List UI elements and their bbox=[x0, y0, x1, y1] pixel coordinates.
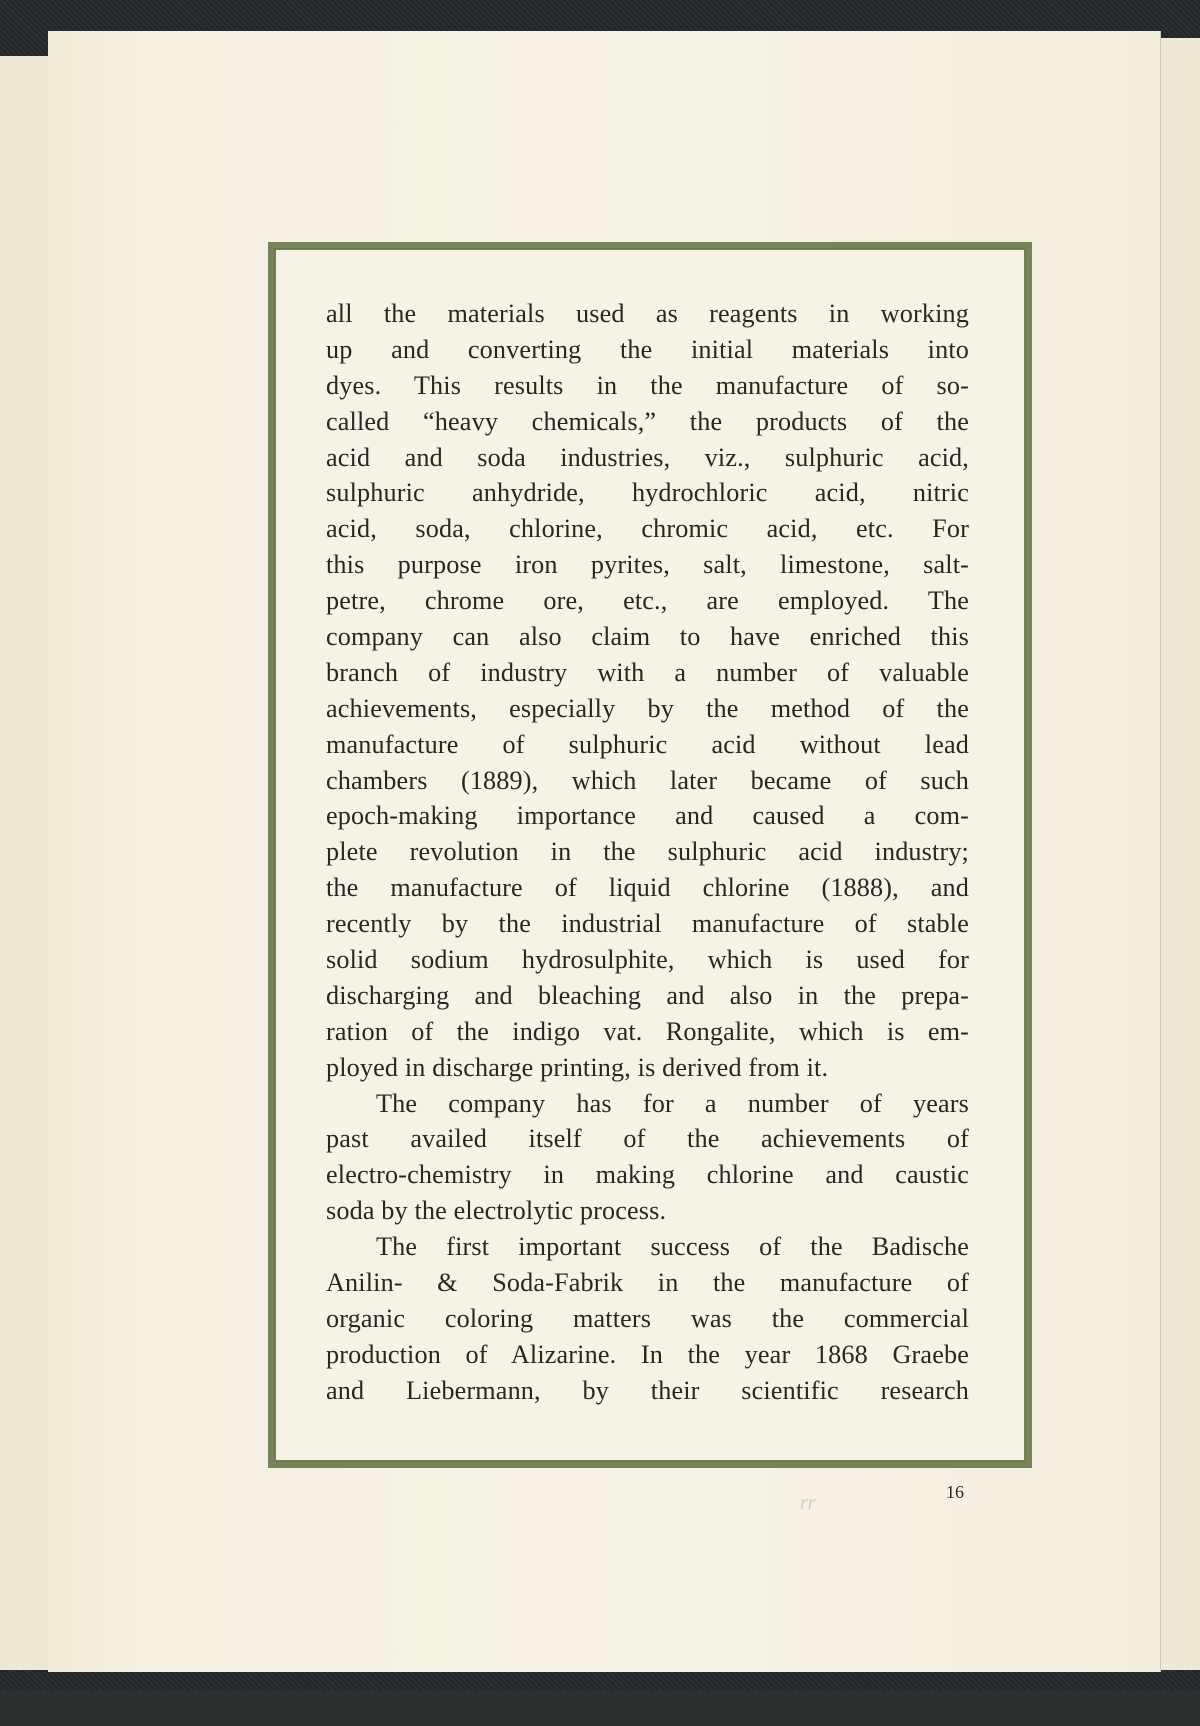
text-line: the manufacture of liquid chlorine (1888), and bbox=[326, 873, 969, 903]
text-line: discharging and bleaching and also in the prepa- bbox=[326, 980, 969, 1010]
text-line: sulphuric anhydride, hydrochloric acid, nitric bbox=[326, 478, 969, 508]
text-line: past availed itself of the achievements of bbox=[326, 1124, 969, 1154]
text-line: electro-chemistry in making chlorine and caustic bbox=[326, 1160, 969, 1190]
text-line: ration of the indigo vat. Rongalite, which is em- bbox=[326, 1016, 969, 1046]
text-line: soda by the electrolytic process. bbox=[326, 1196, 667, 1226]
page-number: 16 bbox=[946, 1482, 964, 1502]
text-line: The first important success of the Badische bbox=[376, 1232, 969, 1262]
text-line: dyes. This results in the manufacture of so- bbox=[326, 370, 969, 400]
text-line: acid and soda industries, viz., sulphuric acid, bbox=[326, 442, 969, 472]
text-line: this purpose iron pyrites, salt, limestone, salt- bbox=[326, 550, 969, 580]
text-line: manufacture of sulphuric acid without lead bbox=[326, 729, 969, 759]
text-line: organic coloring matters was the commercial bbox=[326, 1303, 969, 1333]
text-line: up and converting the initial materials into bbox=[326, 334, 969, 364]
book-cover-bottom bbox=[0, 1690, 1200, 1726]
text-line: company can also claim to have enriched this bbox=[326, 622, 969, 652]
text-line: recently by the industrial manufacture of stable bbox=[326, 909, 969, 939]
text-line: epoch-making importance and caused a com- bbox=[326, 801, 969, 831]
paragraph-2 bbox=[326, 1086, 969, 1230]
text-line: all the materials used as reagents in working bbox=[326, 299, 969, 328]
text-line: solid sodium hydrosulphite, which is used for bbox=[326, 945, 969, 975]
paragraph-1 bbox=[326, 296, 969, 1086]
pencil-mark: rr bbox=[800, 1492, 816, 1514]
text-line: The company has for a number of years bbox=[376, 1088, 969, 1118]
text-line: chambers (1889), which later became of such bbox=[326, 765, 969, 795]
body-text bbox=[326, 296, 969, 1409]
text-line: branch of industry with a number of valuable bbox=[326, 657, 969, 687]
text-line: achievements, especially by the method of the bbox=[326, 693, 969, 723]
text-line: and Liebermann, by their scientific research bbox=[326, 1375, 969, 1405]
text-line: ployed in discharge printing, is derived from it. bbox=[326, 1052, 829, 1082]
paragraph-3 bbox=[326, 1229, 969, 1408]
text-line: production of Alizarine. In the year 1868 Graebe bbox=[326, 1339, 969, 1369]
text-line: petre, chrome ore, etc., are employed. The bbox=[326, 586, 969, 616]
text-line: acid, soda, chlorine, chromic acid, etc. For bbox=[326, 514, 969, 544]
text-line: plete revolution in the sulphuric acid industry; bbox=[326, 837, 969, 867]
text-line: Anilin- & Soda-Fabrik in the manufacture of bbox=[326, 1268, 969, 1298]
text-line: called “heavy chemicals,” the products of the bbox=[326, 406, 969, 436]
